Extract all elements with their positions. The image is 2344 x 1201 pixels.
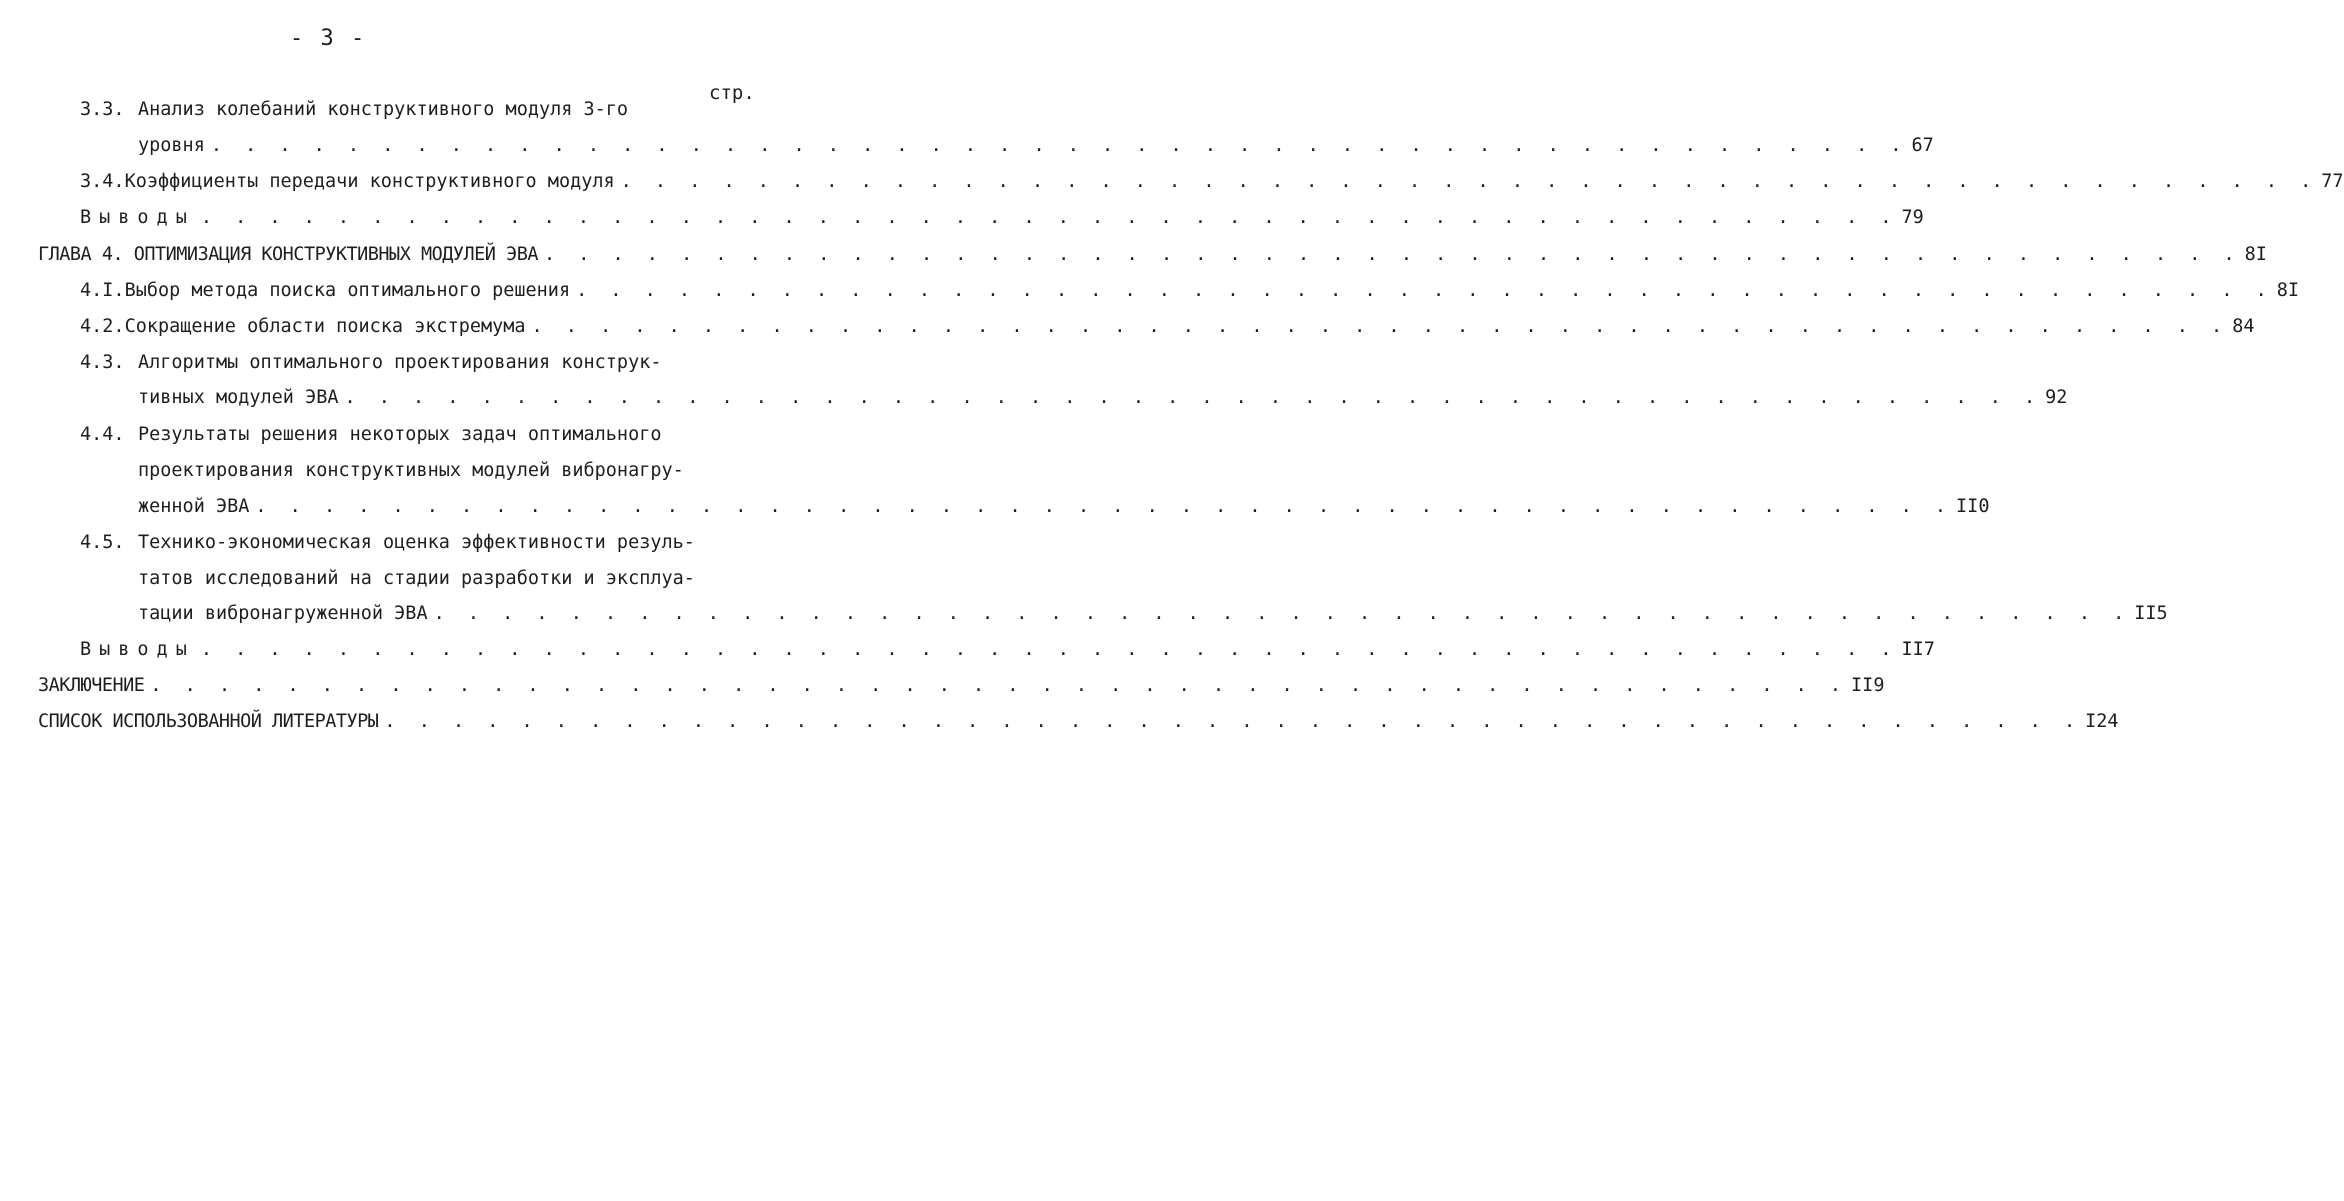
toc-entry-4-4-line-2	[138, 456, 684, 486]
page-ref: II9	[1851, 675, 1885, 696]
toc-entry-4-4-line-3	[138, 492, 1990, 522]
dot-leader: . . . . . . . . . . . . . . . . . . . . . . . . . . . . . . . . . . . . . . . . . . . . . . . . . .	[210, 135, 1908, 156]
toc-entry-4-1	[80, 276, 2300, 306]
dot-leader: . . . . . . . . . . . . . . . . . . . . . . . . . . . . . . . . . . . . . . . . . . . . . . . . . .	[384, 711, 2082, 732]
toc-entry-3-3-line-1	[80, 95, 628, 125]
toc-entry-4-3-line-2	[138, 383, 2068, 413]
toc-entry-4-5-line-2	[138, 564, 695, 594]
toc-entry-3-4	[80, 167, 2344, 197]
section-number: 3.3.	[80, 99, 125, 120]
dot-leader: . . . . . . . . . . . . . . . . . . . . . . . . . . . . . . . . . . . . . . . . . . . . . . . . . .	[620, 171, 2318, 192]
section-number: 3.4.	[80, 171, 125, 192]
section-title: Сокращение области поиска экстремума	[124, 316, 526, 337]
page-ref: 79	[1901, 207, 1924, 228]
dot-leader: . . . . . . . . . . . . . . . . . . . . . . . . . . . . . . . . . . . . . . . . . . . . . . . . . .	[433, 603, 2131, 624]
section-title: Выводы	[80, 639, 195, 660]
section-title: Коэффициенты передачи конструктивного модуля	[124, 171, 615, 192]
page-ref: 8I	[2244, 244, 2267, 265]
section-title-continued: уровня	[138, 135, 205, 156]
dot-leader: . . . . . . . . . . . . . . . . . . . . . . . . . . . . . . . . . . . . . . . . . . . . . . . . . .	[150, 675, 1848, 696]
dot-leader: . . . . . . . . . . . . . . . . . . . . . . . . . . . . . . . . . . . . . . . . . . . . . . . . . .	[576, 280, 2273, 301]
dot-leader: . . . . . . . . . . . . . . . . . . . . . . . . . . . . . . . . . . . . . . . . . . . . . . . . . .	[200, 639, 1898, 660]
page-ref: 92	[2045, 387, 2068, 408]
page-ref: II0	[1956, 496, 1990, 517]
page-ref: 84	[2232, 316, 2255, 337]
section-title: Результаты решения некоторых задач оптимального	[138, 424, 662, 445]
toc-chapter-4	[38, 240, 2267, 270]
toc-entry-4-5-line-1	[80, 528, 695, 558]
page-ref: I24	[2085, 711, 2119, 732]
toc-entry-4-3-line-1	[80, 348, 661, 378]
toc-entry-conclusions-ch4	[80, 635, 1935, 665]
section-title-continued: татов исследований на стадии разработки и эксплуа-	[138, 568, 695, 589]
toc-entry-conclusions-ch3	[80, 203, 1924, 233]
toc-entry-4-2	[80, 312, 2255, 342]
section-number: 4.I.	[80, 280, 125, 301]
toc-entry-4-5-line-3	[138, 599, 2168, 629]
pages-column-label: стр.	[709, 82, 755, 104]
toc-entry-references	[38, 707, 2119, 737]
chapter-title: ГЛАВА 4. ОПТИМИЗАЦИЯ КОНСТРУКТИВНЫХ МОДУЛЕЙ ЭВА	[38, 244, 538, 265]
section-number: 4.4.	[80, 424, 125, 445]
section-title-continued: проектирования конструктивных модулей вибронагру-	[138, 460, 684, 481]
page-number: - 3 -	[290, 26, 367, 51]
dot-leader: . . . . . . . . . . . . . . . . . . . . . . . . . . . . . . . . . . . . . . . . . . . . . . . . . .	[344, 387, 2042, 408]
section-title: Выводы	[80, 207, 195, 228]
section-title: Анализ колебаний конструктивного модуля 3-го	[138, 99, 629, 120]
section-number: 4.5.	[80, 532, 125, 553]
dot-leader: . . . . . . . . . . . . . . . . . . . . . . . . . . . . . . . . . . . . . . . . . . . . . . . . . .	[200, 207, 1898, 228]
toc-entry-4-4-line-1	[80, 420, 661, 450]
section-title: Выбор метода поиска оптимального решения	[124, 280, 571, 301]
section-title-continued: тивных модулей ЭВА	[138, 387, 339, 408]
section-title: СПИСОК ИСПОЛЬЗОВАННОЙ ЛИТЕРАТУРЫ	[38, 711, 379, 732]
section-title: Алгоритмы оптимального проектирования конструк-	[138, 352, 662, 373]
dot-leader: . . . . . . . . . . . . . . . . . . . . . . . . . . . . . . . . . . . . . . . . . . . . . . . . . .	[543, 244, 2241, 265]
section-title: Технико-экономическая оценка эффективности резуль-	[138, 532, 695, 553]
page-ref: 8I	[2276, 280, 2300, 301]
dot-leader: . . . . . . . . . . . . . . . . . . . . . . . . . . . . . . . . . . . . . . . . . . . . . . . . . .	[531, 316, 2229, 337]
section-number: 4.2.	[80, 316, 125, 337]
page-ref: 77	[2321, 171, 2344, 192]
toc-entry-conclusion	[38, 671, 1885, 701]
dot-leader: . . . . . . . . . . . . . . . . . . . . . . . . . . . . . . . . . . . . . . . . . . . . . . . . . .	[255, 496, 1953, 517]
page-ref: 67	[1911, 135, 1934, 156]
page-ref: II5	[2134, 603, 2168, 624]
page-ref: II7	[1901, 639, 1935, 660]
toc-entry-3-3-line-2	[138, 131, 1934, 161]
section-number: 4.3.	[80, 352, 125, 373]
section-title-continued: женной ЭВА	[138, 496, 250, 517]
section-title: ЗАКЛЮЧЕНИЕ	[38, 675, 145, 696]
section-title-continued: тации вибронагруженной ЭВА	[138, 603, 428, 624]
